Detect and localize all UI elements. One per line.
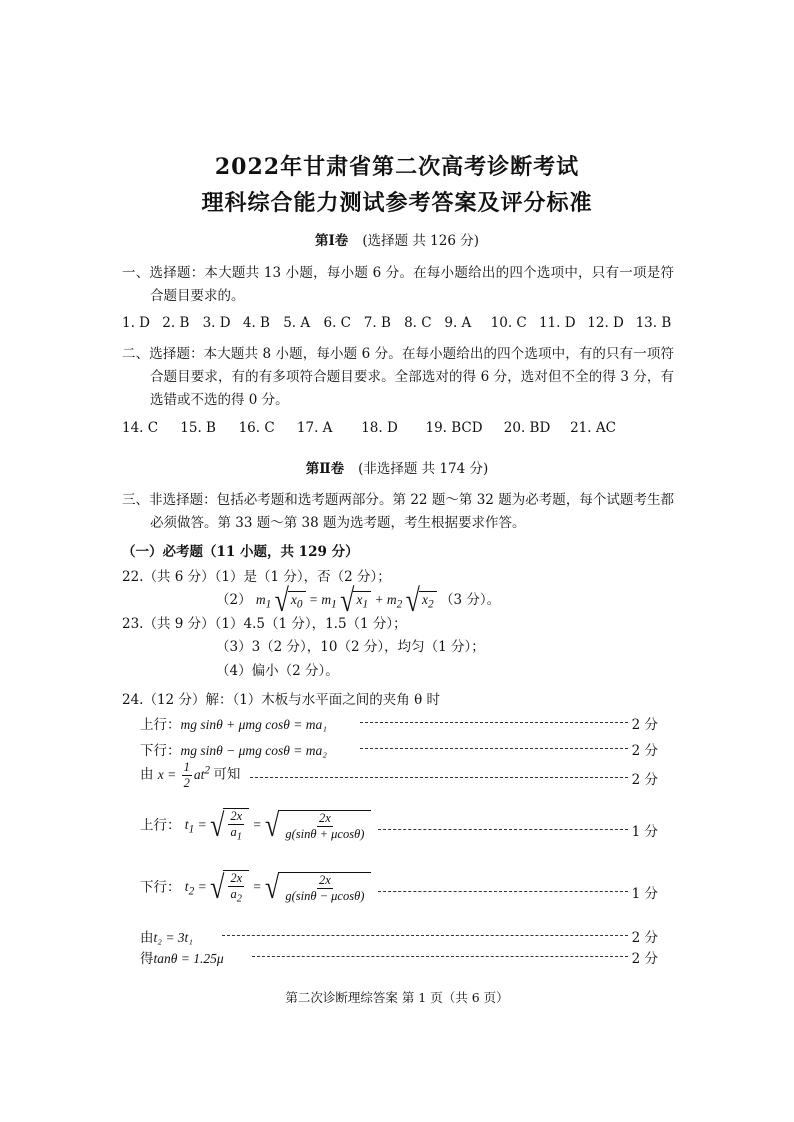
section1-label: 一、选择题：本大题共 13 小题，每小题 6 分。在每小题给出的四个选项中，只有一项是符合题目要求的。 bbox=[122, 265, 674, 304]
q24-t2-label: 下行： bbox=[140, 879, 181, 896]
q24-ratio-eq: t₂ = 3t₁ bbox=[153, 930, 193, 945]
answer-item: 19. BCD bbox=[425, 420, 483, 436]
q24-ratio-line bbox=[140, 926, 193, 946]
answer-item: 2. B bbox=[162, 315, 190, 331]
answer-item: 11. D bbox=[538, 315, 576, 331]
q23-line2: （3）3（2 分），10（2 分），均匀（1 分）； bbox=[216, 639, 485, 655]
q24-result-eq: tanθ = 1.25μ bbox=[153, 951, 224, 966]
q22-line2 bbox=[216, 582, 501, 619]
leader-dashes bbox=[250, 777, 628, 778]
q24-points: 2 分 bbox=[631, 951, 658, 967]
answer-item: 18. D bbox=[361, 420, 398, 436]
q24-t1-line bbox=[140, 808, 371, 845]
answer-item: 4. B bbox=[242, 315, 270, 331]
page-subtitle: 理科综合能力测试参考答案及评分标准 bbox=[201, 190, 593, 216]
q24-down-label: 下行： bbox=[140, 743, 181, 759]
answer-item: 15. B bbox=[180, 420, 216, 436]
q24-points: 1 分 bbox=[631, 886, 658, 902]
page-title: 2022年甘肃省第二次高考诊断考试 bbox=[214, 154, 580, 180]
answer-item: 12. D bbox=[587, 315, 624, 331]
q24-points: 2 分 bbox=[631, 743, 658, 759]
part1-note: (选择题 共 126 分) bbox=[362, 233, 479, 249]
leader-dashes bbox=[378, 829, 628, 830]
q24-t2-line bbox=[140, 870, 371, 907]
q22-line2-suffix: （3 分）。 bbox=[439, 592, 501, 609]
answer-item: 9. A bbox=[444, 315, 472, 331]
part2-heading: 第Ⅱ卷 bbox=[305, 461, 345, 477]
part2-header bbox=[0, 457, 794, 477]
q24-result-label: 得 bbox=[140, 951, 154, 967]
q24-kinematics-line bbox=[140, 760, 240, 791]
q24-points: 2 分 bbox=[631, 717, 658, 733]
page-footer: 第二次诊断理综答案 第 1 页（共 6 页） bbox=[285, 990, 509, 1005]
answer-item: 1. D bbox=[122, 315, 150, 331]
q24-up-eq: mg sinθ + μmg cosθ = ma₁ bbox=[180, 717, 327, 732]
q24-points: 2 分 bbox=[631, 772, 658, 788]
q23-line3: （4）偏小（2 分）。 bbox=[216, 663, 339, 679]
part1-heading: 第Ⅰ卷 bbox=[314, 233, 349, 249]
q24-down-line bbox=[140, 739, 327, 759]
answer-item: 20. BD bbox=[503, 420, 551, 436]
section2-answers bbox=[122, 420, 620, 436]
part2-note: (非选择题 共 174 分) bbox=[358, 461, 489, 477]
q24-from-suffix: 可知 bbox=[213, 766, 241, 783]
section3-instructions bbox=[122, 489, 674, 535]
t1-formula: $t_1$ = √ $\frac{2x}{a_1}$ = √ $\frac{2x}{g(\sin\theta + \mu\cos\theta)}$ bbox=[185, 817, 372, 832]
answer-item: 8. C bbox=[404, 315, 432, 331]
q24-from-label: 由 bbox=[140, 766, 154, 783]
t2-formula: $t_2$ = √ $\frac{2x}{a_2}$ = √ $\frac{2x}{g(\sin\theta - \mu\cos\theta)}$ bbox=[185, 879, 372, 894]
leader-dashes bbox=[378, 891, 628, 892]
q23-line1: 23.（共 9 分）（1）4.5（1 分），1.5（1 分）； bbox=[122, 616, 407, 632]
answer-item: 16. C bbox=[238, 420, 275, 436]
section1-answers bbox=[122, 315, 676, 331]
leader-dashes bbox=[360, 748, 628, 749]
answer-item: 17. A bbox=[296, 420, 333, 436]
answer-item: 3. D bbox=[202, 315, 231, 331]
answer-item: 21. AC bbox=[570, 420, 616, 436]
q24-intro: 24.（12 分）解：（1）木板与水平面之间的夹角 θ 时 bbox=[122, 692, 440, 708]
leader-dashes bbox=[222, 935, 628, 936]
q24-up-label: 上行： bbox=[140, 717, 181, 733]
section2-instructions bbox=[122, 343, 674, 412]
q24-ratio-label: 由 bbox=[140, 930, 154, 946]
section2-label: 二、选择题：本大题共 8 小题，每小题 6 分。在每小题给出的四个选项中，有的只有一项符合题目要求，有的有多项符合题目要求。全部选对的得 6 分，选对但不全的得 3 分，有选错或不选的得 0 分。 bbox=[122, 346, 674, 408]
q22-line1: 22.（共 6 分）（1）是（1 分），否（2 分）； bbox=[122, 569, 391, 585]
answer-item: 6. C bbox=[323, 315, 351, 331]
section1-instructions bbox=[122, 262, 674, 308]
leader-dashes bbox=[360, 722, 628, 723]
q24-points: 1 分 bbox=[631, 824, 658, 840]
answer-item: 10. C bbox=[490, 315, 527, 331]
q24-t1-label: 上行： bbox=[140, 817, 181, 834]
leader-dashes bbox=[252, 956, 628, 957]
answer-item: 14. C bbox=[122, 420, 159, 436]
q24-result-line bbox=[140, 947, 224, 967]
section3-label: 三、非选择题：包括必考题和选考题两部分。第 22 题～第 32 题为必考题，每个试题考生都必须做答。第 33 题～第 38 题为选考题，考生根据要求作答。 bbox=[122, 492, 674, 531]
q22-line2-prefix: （2） bbox=[216, 592, 252, 609]
answer-item: 7. B bbox=[363, 315, 391, 331]
answer-item: 5. A bbox=[283, 315, 311, 331]
q24-down-eq: mg sinθ − μmg cosθ = ma₂ bbox=[180, 743, 327, 758]
required-heading: （一）必考题（11 小题，共 129 分） bbox=[122, 544, 359, 560]
q22-formula: $m_1$ √ $x_0$ = $m_1$ √ $x_1$ + $m_2$ √ $x_2$ bbox=[256, 592, 440, 607]
q24-points: 2 分 bbox=[631, 930, 658, 946]
q24-up-line bbox=[140, 713, 327, 733]
part1-header bbox=[0, 229, 794, 249]
answer-item: 13. B bbox=[635, 315, 672, 331]
kinematics-formula: x = $\frac{1}{2}$ $at^2$ bbox=[157, 760, 211, 790]
